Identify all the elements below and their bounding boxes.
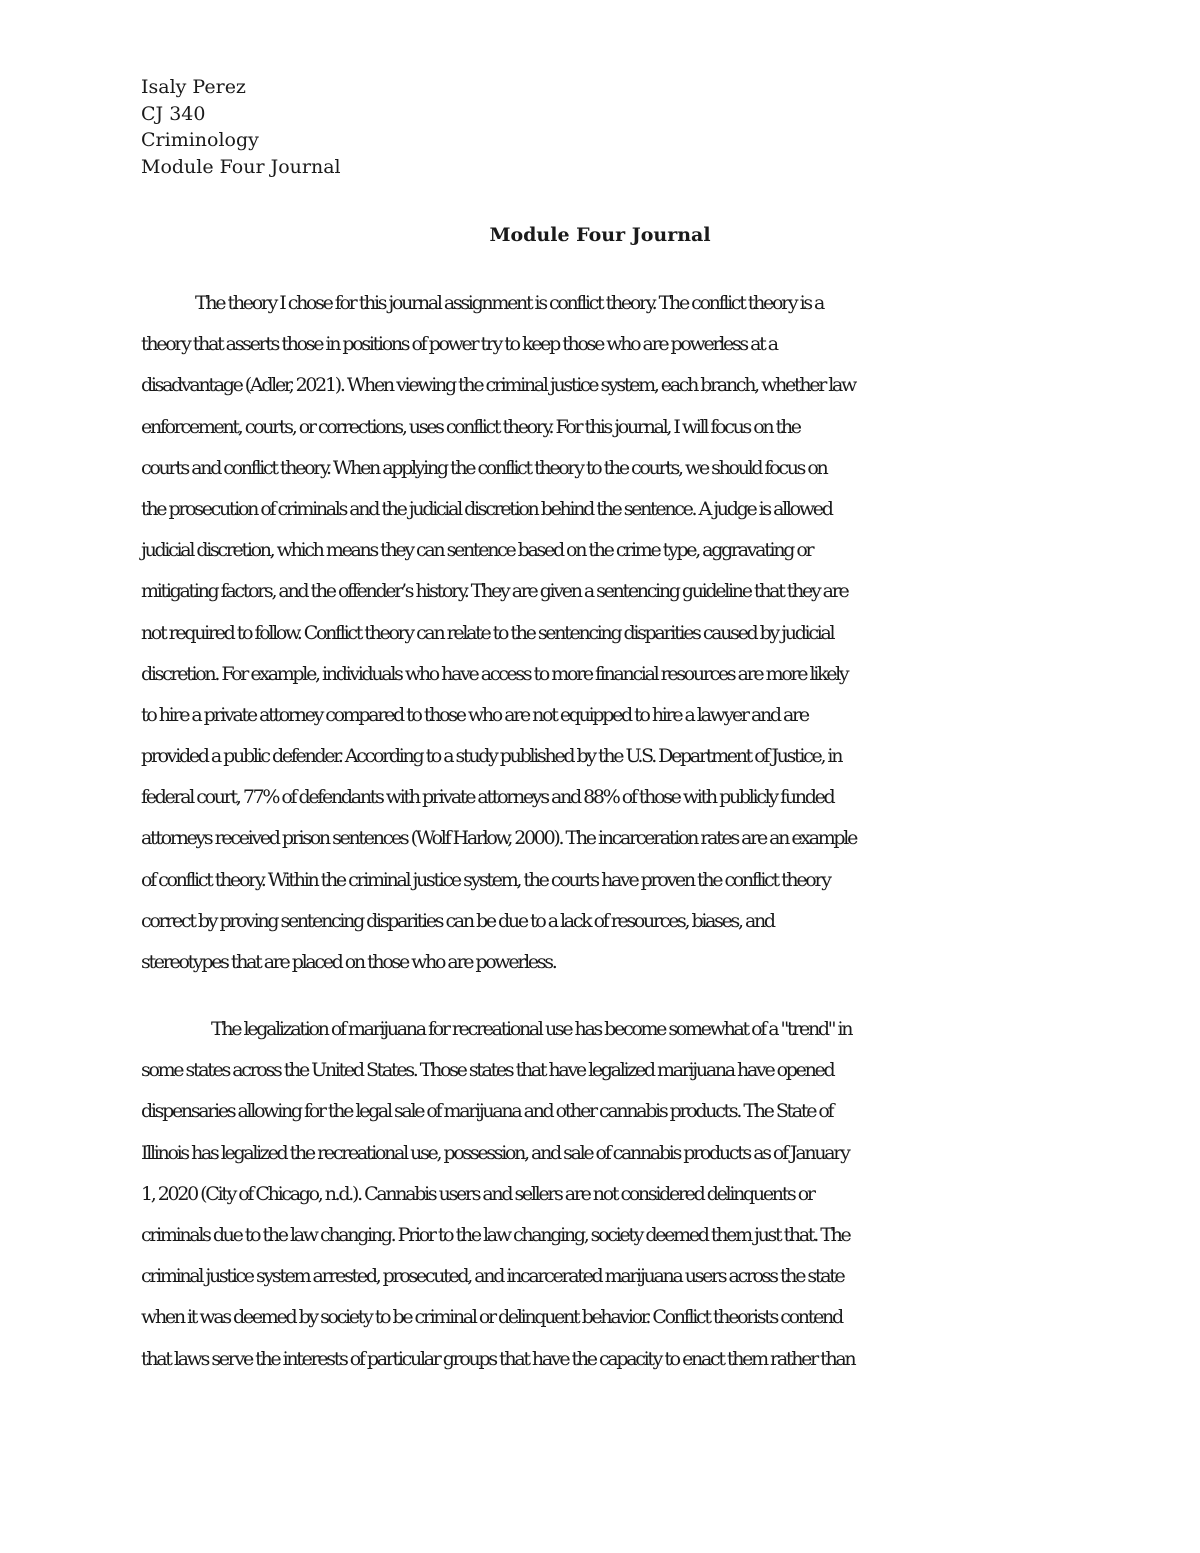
text-line: theory that asserts those in positions of power try to keep those who are powerless at a <box>141 333 777 356</box>
text-line: stereotypes that are placed on those who are powerless. <box>141 951 556 973</box>
page-title: Module Four Journal <box>489 224 711 246</box>
author-name: Isaly Perez <box>141 76 246 98</box>
text-line: judicial discretion, which means they can sentence based on the crime type, aggravating or <box>141 539 813 562</box>
text-line: enforcement, courts, or corrections, uses conflict theory. For this journal, I will focus on the <box>141 415 800 438</box>
text-line: The legalization of marijuana for recreational use has become somewhat of a "trend" in <box>211 1018 852 1040</box>
header-block <box>141 74 741 180</box>
text-line: The theory I chose for this journal assignment is conflict theory. The conflict theory is a <box>195 292 824 314</box>
text-line: discretion. For example, individuals who have access to more financial resources are more likely <box>141 662 848 685</box>
text-line: some states across the United States. Those states that have legalized marijuana have opened <box>141 1059 834 1082</box>
paragraph-1 <box>141 283 1071 983</box>
text-line: mitigating factors, and the offender’s history. They are given a sentencing guideline that they are <box>141 580 848 603</box>
text-line: criminal justice system arrested, prosecuted, and incarcerated marijuana users across the state <box>141 1265 844 1288</box>
text-line: federal court, 77% of defendants with private attorneys and 88% of those with publicly funded <box>141 786 834 809</box>
text-line: correct by proving sentencing disparities can be due to a lack of resources, biases, and <box>141 909 774 932</box>
text-line: to hire a private attorney compared to those who are not equipped to hire a lawyer and are <box>141 703 808 726</box>
text-line: of conflict theory. Within the criminal justice system, the courts have proven the conflict theory <box>141 868 830 891</box>
assignment-name: Module Four Journal <box>141 155 341 178</box>
text-line: attorneys received prison sentences (Wolf Harlow, 2000). The incarceration rates are an example <box>141 827 857 850</box>
text-line: Illinois has legalized the recreational use, possession, and sale of cannabis products as of January <box>141 1141 849 1164</box>
text-line: disadvantage (Adler, 2021). When viewing the criminal justice system, each branch, whether law <box>141 374 856 397</box>
course-code: CJ 340 <box>141 102 206 125</box>
text-line: 1, 2020 (City of Chicago, n.d.). Cannabis users and sellers are not considered delinquents or <box>141 1182 814 1205</box>
text-line: criminals due to the law changing. Prior to the law changing, society deemed them just that. The <box>141 1223 850 1246</box>
text-line: courts and conflict theory. When applying the conflict theory to the courts, we should focus on <box>141 456 827 479</box>
text-line: that laws serve the interests of particular groups that have the capacity to enact them rather than <box>141 1347 855 1370</box>
text-line: provided a public defender. According to a study published by the U.S. Department of Justice, in <box>141 745 842 768</box>
text-line: not required to follow. Conflict theory can relate to the sentencing disparities caused by judicial <box>141 621 834 644</box>
paragraph-2 <box>141 1009 1071 1380</box>
text-line: the prosecution of criminals and the judicial discretion behind the sentence. A judge is allowed <box>141 497 832 520</box>
text-line: when it was deemed by society to be criminal or delinquent behavior. Conflict theorists contend <box>141 1306 842 1329</box>
subject-name: Criminology <box>141 129 259 151</box>
text-line: dispensaries allowing for the legal sale of marijuana and other cannabis products. The State of <box>141 1100 833 1123</box>
